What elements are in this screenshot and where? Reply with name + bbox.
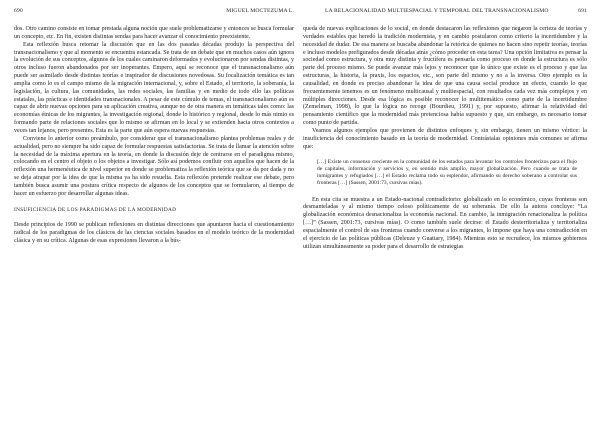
paragraph: Esta reflexión busca retomar la discusión que en las dos pasadas décadas produjo la perspectiva del transnacionalismo y que al momento se encuentra estancada. Se trata de un debate que en muchos casos aún ignora la evolución de sus conceptos, algunos de los cuales caminaron deformados y evolucionaron por sendas distintas, y otros incluso fueron abandonados por ser inoperantes. Empero, aquí se reconoce que el transnacionalismo aún puede ser asimilado desde distintas teorías e inspirador de discusiones novedosas. Su focalización temática es tan amplia como lo es el campo mismo de la migración internacional, y, sobre el Estado, el territorio, la soberanía, la legislación, la cultura, las comunidades, las redes sociales, las familias y en medio de todo ello las políticas estatales, las prácticas e identidades transnacionales. A pesar de este cúmulo de temas, el transnacionalismo aún es capaz de abrir nuevas opciones para su aplicación creativa, aunque no de otra manera en temáticas tales como: las economías étnicas de los migrantes, la investigación regional, donde lo histórico y regional, desde lo más nimio es formando parte de relaciones sociales que lo mismo se afirman en lo local y se extienden hacia otros contextos a veces tan lejanos, pero presentes. Esta es la parte que aún espera nuevas respuestas. — [14, 41, 294, 134]
paragraph: queda de nuevas explicaciones de lo social, en donde destacaron las reflexiones que negaron la certeza de teorías y verdades estables que heredó la tradición modernista, y en cambio postularon como criterio la incertidumbre y la necesidad de dudar. De esa manera se buscaba abandonar la retórica de quienes no hacen sino repetir teorías, teorías e incluso modelos prefigurados desde décadas atrás ¿cómo proceder en esta tarea? Una opción limitativa es pensar la sociedad como estructura, y otra muy distinta y fructífera es pensarla como proceso en donde la estructura es sólo parte del proceso mismo. Se puede avanzar más lejos y reconocer que lo único que existe es el proceso y que las estructuras, la historia, la praxis, los espacios, etc., son parte del mismo y no a la inversa. Otro ejemplo es la causalidad, en donde es preciso abandonar la idea de que una causa social produce un efecto, cuando lo que frecuentemente tenemos es un fenómeno multicausal y multiespacial, con resultados cada vez más complejos y en múltiples direcciones. Desde esa lógica es posible reconocer lo multitemático como parte de la incertidumbre (Zemelman, 1998), lo que la lógica no recoge (Bourdieu, 1991) y, por supuesto, afirmar la relatividad del pensamiento científico que la modernidad más pretenciosa había supuesto y que, sin embargo, es necesario tomar como punto de partida. — [303, 26, 587, 127]
paragraph: Veamos algunos ejemplos que provienen de distintos enfoques y, sin embargo, tienen un mismo vértice: la insuficiencia del conocimiento basado en la teoría de modernidad. Contrástalas opiniones más comunes se afirma que: — [303, 127, 587, 150]
left-page — [14, 0, 294, 431]
left-body-text — [14, 26, 294, 246]
right-body-text — [303, 26, 587, 251]
paragraph: Desde principios de 1990 se publican reflexiones en distintas direcciones que apuntaron hacia el cuestionamiento radical de los paradigmas de los clásicos de las ciencias sociales basados en el modelo teórico de la modernidad clásica y en su crítica. Algunas de esas expresiones llevaron a la bús- — [14, 222, 294, 245]
left-running-title: MIGUEL MOCTEZUMA L. — [226, 8, 294, 14]
block-quote: […] Existe un consenso creciente en la comunidad de los estados para levantar los controles fronterizos para el flujo de capitales, información y servicios y, en sentido más amplio, mayor globalización. Pero cuando se trata de inmigrantes y refugiados […] el Estado reclama todo su esplendor, afirmando su derecho soberano a controlar sus fronteras […] (Sassen, 2001:73, cursivas mías). — [317, 158, 577, 187]
paragraph: dos. Otro camino consiste en tomar prestada alguna noción que suele problematizarse y entonces se busca formular un concepto, etc. En fin, existen distintas sendas para hacer avanzar el conocimiento preexistente. — [14, 26, 294, 40]
right-page — [303, 0, 587, 431]
left-page-number: 690 — [14, 8, 23, 14]
right-running-title: LA RELACIONALIDAD MULTIESPACIAL Y TEMPORAL DEL TRANSNACIONALISMO — [325, 8, 549, 14]
right-page-number: 691 — [578, 8, 587, 14]
right-running-head — [303, 8, 587, 18]
paragraph: En esta cita se muestra a un Estado-nacional contradictorio: globalizado en lo económico, cuyas fronteras son desmanteladas y al mismo tiempo celoso políticamente de su soberanía. De ello la autora concluye: “La globalización económica desnacionaliza la economía nacional. En cambio, la inmigración renacionaliza la política […]” (Sassen, 2001:73, cursivas mías). O como también suele decirse: el Estado desterritorializa y territorializa espacialmente el control de sus fronteras cuando converse a los migrantes, lo impone que haya una contradicción en el ejercicio de las políticas públicas (Deleuze y Guattary, 1984). Mientras esto se recrudece, los mismos gobiernos utilizan simultáneamente su poder para el desarrollo de estrategias — [303, 196, 587, 250]
left-running-head — [14, 8, 294, 18]
paragraph: Conviene lo anterior como preámbulo, por considerar que el transnacionalismo plantea problemas reales y de actualidad, pero no siempre ha sido capaz de formular respuestas satisfactorias. Se trata de llamar la atención sobre la necesidad de la máxima apertura en la teoría, en donde la discusión deje de centrarse en el paradigma mismo, colocando en el centro el objeto o los objetos a investigar. Sólo así podemos confluir con aquellos que hacen de la reflexión una hermenéutica de nivel superior en donde se problematiza la reflexión teórica que se da por dada y no se deja atrapar por la idea de que la misma ya ha sido resuelta. Esta reflexión pretende realizar ese debate, pero también busca asumir una postura crítica respecto de algunos de los conceptos que se formularon, al tiempo de hacer un esfuerzo por desarrollar algunas ideas. — [14, 135, 294, 197]
section-heading: INSUFICIENCIA DE LOS PARADIGMAS DE LA MODERNIDAD — [14, 206, 177, 213]
